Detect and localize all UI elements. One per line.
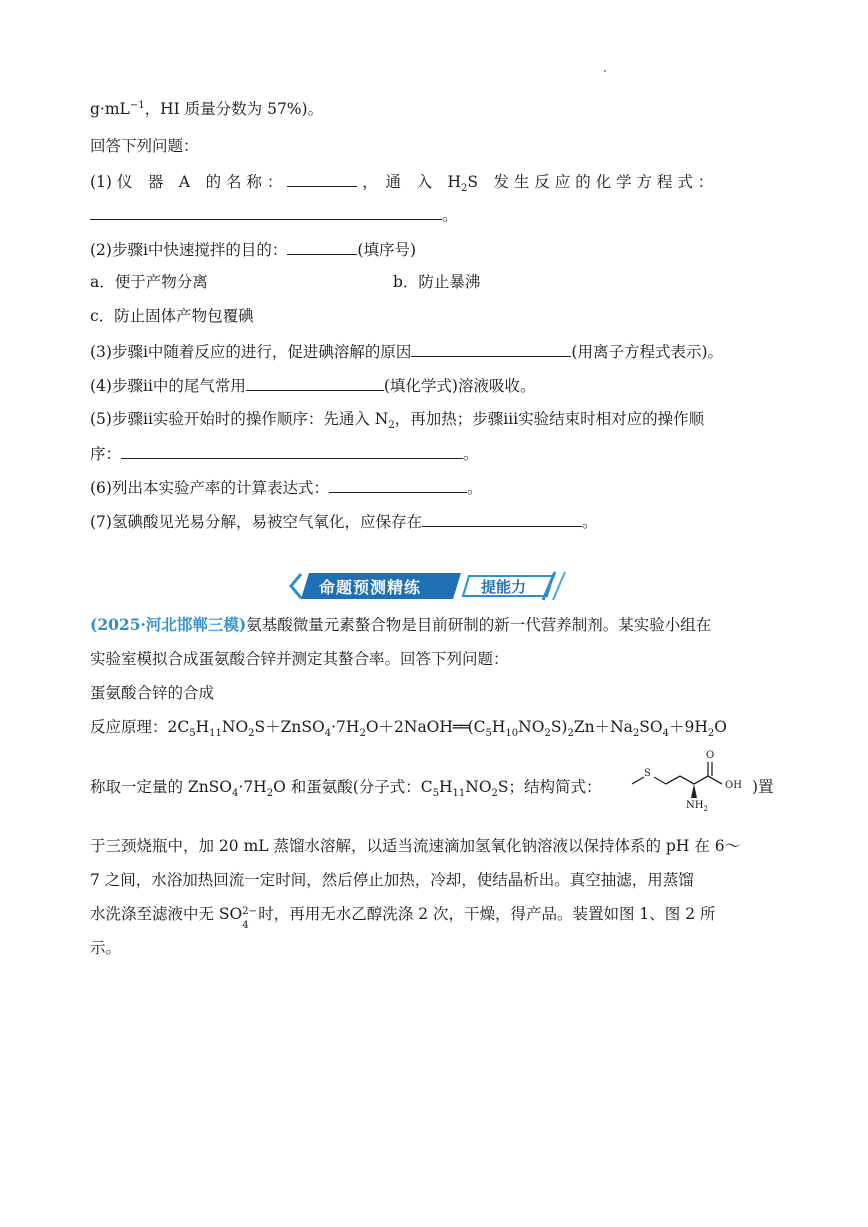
- rx-s: 4: [662, 728, 669, 740]
- problem-source: (2025·河北邯郸三模): [90, 615, 247, 634]
- w-c: O 和蛋氨酸(分子式：C: [273, 778, 433, 796]
- rx-b: H: [195, 718, 210, 736]
- rx-i: NO: [518, 718, 545, 736]
- w-f: S；结构简式：: [497, 778, 602, 796]
- q7-end-mark: 。: [581, 513, 598, 531]
- rx-s: 2: [359, 728, 366, 740]
- problem-line-7: 示。: [90, 939, 122, 957]
- q1-blank-instrument[interactable]: [287, 170, 357, 187]
- q3-label: (3)步骤ⅰ中随着反应的进行，促进碘溶解的原因: [90, 343, 412, 361]
- atom-o: O: [706, 750, 715, 761]
- question-3: [90, 340, 723, 363]
- p6-a: 水洗涤至滤液中无 SO: [90, 905, 243, 923]
- q5-n2-sub: 2: [388, 420, 395, 432]
- nh-text: NH: [686, 800, 704, 811]
- rx-s: 2: [632, 728, 640, 740]
- weighing-line-tail: )置: [752, 778, 774, 796]
- page-speck: [604, 70, 606, 72]
- q1-end-mark: 。: [442, 206, 458, 224]
- q7-label: (7)氢碘酸见光易分解，易被空气氧化，应保存在: [90, 513, 422, 531]
- bond-4: [680, 776, 694, 784]
- question-2-option-c: c．防止固体产物包覆碘: [90, 307, 254, 325]
- rx-c: NO: [221, 718, 249, 736]
- rx-s: 5: [189, 728, 196, 740]
- rx-m: ＋9H: [669, 718, 708, 736]
- q2-hint: (填序号): [357, 241, 417, 259]
- bond-3: [666, 776, 680, 784]
- q1-instrument-label: (1) 仪 器 A 的 名 称 ：: [90, 173, 283, 191]
- reaction-arrow: ══: [452, 718, 468, 736]
- question-1: [90, 170, 713, 193]
- weighing-line: [90, 776, 602, 798]
- q5-label: (5)步骤ⅱ实验开始时的操作顺序：先通入 N: [90, 410, 389, 428]
- question-2-options-ab: [90, 271, 208, 293]
- density-unit: g·mL: [90, 100, 130, 118]
- q4-hint: (填化学式)溶液吸收。: [383, 377, 536, 395]
- w-s: 5: [432, 788, 439, 800]
- question-5-line-2: [90, 442, 479, 465]
- w-b: ·7H: [238, 778, 267, 796]
- rx-s: 5: [485, 728, 492, 740]
- text-line-1: [90, 98, 323, 120]
- hi-mass-fraction: ，HI 质量分数为 57%)。: [144, 100, 324, 118]
- w-s: 11: [452, 788, 466, 800]
- atom-oh: OH: [725, 780, 742, 791]
- nh-sub: 2: [703, 805, 708, 813]
- rx-s: 2: [567, 728, 574, 740]
- q4-blank[interactable]: [246, 374, 384, 391]
- problem-subheading: 蛋氨酸合锌的合成: [90, 684, 215, 702]
- unit-exponent: −1: [129, 99, 145, 111]
- question-7: [90, 510, 597, 533]
- rx-g: (C: [467, 718, 486, 736]
- rx-j: S): [550, 718, 568, 736]
- w-a: 称取一定量的 ZnSO: [90, 778, 233, 796]
- w-s: 2: [266, 788, 274, 800]
- rx-k: Zn＋Na: [573, 718, 633, 736]
- bond-oh: [708, 776, 722, 784]
- q5-end-mark: 。: [463, 445, 479, 463]
- w-s: 2: [491, 788, 498, 800]
- rx-l: SO: [639, 718, 663, 736]
- rx-s: 2: [544, 728, 551, 740]
- problem-intro: [90, 614, 711, 636]
- question-1-line-2: [90, 203, 458, 226]
- reaction-label: 反应原理：: [90, 718, 168, 736]
- q3-blank[interactable]: [411, 340, 571, 357]
- answer-prompt: 回答下列问题：: [90, 137, 199, 155]
- bond-2: [654, 777, 666, 784]
- option-a: a．便于产物分离: [90, 273, 208, 291]
- reaction-equation: [90, 716, 727, 738]
- w-e: NO: [465, 778, 492, 796]
- q4-label: (4)步骤ⅱ中的尾气常用: [90, 377, 246, 395]
- banner-left-chevron: [291, 574, 301, 598]
- bond-1: [632, 777, 644, 784]
- section-banner: [285, 570, 585, 602]
- q5-label-cont: ，再加热；步骤ⅲ实验结束时相对应的操作顺: [394, 410, 705, 428]
- methionine-structure: [628, 750, 752, 824]
- problem-line-6: 水洗涤至滤液中无 SO 2− 4 时，再用无水乙醇洗涤 2 次，干燥，得产品。装置如图 1、图 2 所: [90, 905, 716, 931]
- problem-line-4: 于三颈烧瓶中，加 20 mL 蒸馏水溶解，以适当流速滴加氢氧化钠溶液以保持体系的 pH 在 6～: [90, 837, 741, 855]
- rx-s: 11: [209, 728, 222, 740]
- q1-h2s-sub: 2: [461, 183, 468, 195]
- q1-blank-equation[interactable]: [90, 203, 442, 220]
- rx-d: S＋ZnSO: [254, 718, 325, 736]
- banner-title: 命题预测精练: [319, 578, 422, 597]
- problem-line-1: 氨基酸微量元素螯合物是目前研制的新一代营养制剂。某实验小组在: [246, 616, 712, 634]
- q2-label: (2)步骤ⅰ中快速搅拌的目的：: [90, 241, 288, 259]
- rx-s: 2: [248, 728, 255, 740]
- question-5: [90, 408, 704, 430]
- q1-equation-label: S 发 生 反 应 的 化 学 方 程 式 ：: [467, 173, 714, 191]
- q5-order-label: 序：: [90, 445, 122, 463]
- problem-line-2: 实验室模拟合成蛋氨酸合锌并测定其螯合率。回答下列问题：: [90, 650, 509, 668]
- question-2-option-b: b．防止暴沸: [393, 273, 481, 291]
- p6-b: 时，再用无水乙醇洗涤 2 次，干燥，得产品。装置如图 1、图 2 所: [258, 905, 716, 923]
- rx-e: ·7H: [331, 718, 360, 736]
- banner-tag: 提能力: [481, 578, 527, 596]
- q6-label: (6)列出本实验产率的计算表达式：: [90, 479, 329, 497]
- bond-5: [694, 776, 708, 784]
- rx-a: 2C: [167, 718, 190, 736]
- q5-blank[interactable]: [121, 442, 463, 459]
- q2-blank[interactable]: [287, 238, 357, 255]
- rx-s: 2: [707, 728, 715, 740]
- rx-f: O＋2NaOH: [365, 718, 453, 736]
- question-6: [90, 476, 482, 499]
- question-2: [90, 238, 416, 261]
- problem-line-5: 7 之间，水浴加热回流一定时间，然后停止加热，冷却，使结晶析出。真空抽滤，用蒸馏: [90, 871, 694, 889]
- q6-blank[interactable]: [329, 476, 467, 493]
- question-4: [90, 374, 535, 397]
- atom-s: S: [644, 768, 651, 779]
- rx-n: O: [714, 718, 727, 736]
- atom-nh2: [686, 800, 708, 811]
- q3-hint: (用离子方程式表示)。: [571, 343, 724, 361]
- q6-end-mark: 。: [466, 479, 483, 497]
- wedge-bond: [691, 784, 697, 798]
- q7-blank[interactable]: [422, 510, 582, 527]
- q1-h2s-label: ， 通 入 H: [362, 173, 462, 191]
- rx-h: H: [491, 718, 506, 736]
- rx-s: 10: [505, 728, 519, 740]
- rx-s: 4: [324, 728, 332, 740]
- w-d: H: [439, 778, 453, 796]
- w-s: 4: [232, 788, 239, 800]
